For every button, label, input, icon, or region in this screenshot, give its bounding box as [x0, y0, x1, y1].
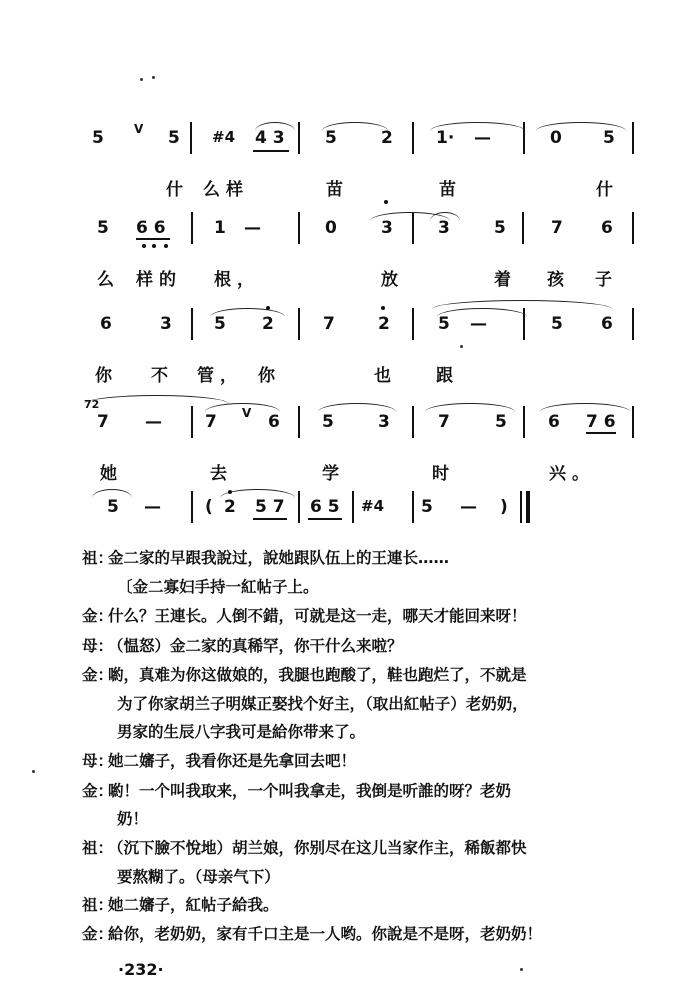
dialogue-text: （沉下臉不悅地）胡兰娘，你别尽在这儿当家作主，稀飯都快	[108, 839, 527, 857]
slur	[255, 122, 295, 131]
score-note: 5	[603, 128, 615, 148]
bar-line	[412, 308, 414, 340]
lyric-syllable: 兴。	[549, 464, 595, 484]
speaker-label: 母：	[82, 752, 114, 770]
dialogue-line	[117, 807, 148, 829]
score-note: —	[144, 497, 161, 517]
lyric-syllable: 样的	[136, 270, 182, 290]
lyric-syllable: 也	[374, 366, 397, 386]
dialogue-text: 〔金二寡妇手持一紅帖子上。	[117, 578, 319, 596]
score-note: —	[474, 128, 491, 148]
score-note: 6	[601, 218, 613, 238]
score-note: 5	[92, 128, 104, 148]
lyric-syllable: 她	[100, 464, 123, 484]
score-note: 5	[168, 128, 180, 148]
score-note: 7	[551, 218, 563, 238]
dialogue-line	[82, 836, 527, 858]
dialogue-text: 喲！一个叫我取来，一个叫我拿走，我倒是听誰的呀？老奶	[108, 782, 512, 800]
dialogue-text: 什么？王連长。人倒不錯，可就是这一走，哪天才能回来呀！	[108, 607, 527, 625]
octave-dot	[228, 490, 232, 494]
score-note: 3	[381, 218, 393, 238]
slur	[430, 122, 525, 131]
score-note: 5	[438, 314, 450, 334]
speaker-label: 祖：	[82, 549, 114, 567]
bar-line	[352, 491, 354, 523]
lyric-syllable: 放	[381, 270, 404, 290]
bar-line	[190, 122, 192, 154]
speaker-label: 金：	[82, 666, 114, 684]
score-note: 5	[421, 497, 433, 517]
score-note: #4	[212, 128, 236, 146]
score-note: —	[460, 497, 477, 517]
score-note: 2	[378, 314, 390, 334]
dialogue-line	[82, 604, 527, 626]
score-note: 5	[322, 412, 334, 432]
dialogue-text: 喲，真难为你这做娘的，我腿也跑酸了，鞋也跑烂了，不就是	[108, 666, 527, 684]
score-note: 6	[601, 314, 613, 334]
bar-line	[632, 212, 634, 244]
beam-line	[308, 518, 342, 520]
bar-line	[191, 212, 193, 244]
score-note: 5	[107, 497, 119, 517]
bar-line	[298, 308, 300, 340]
score-note: 3	[160, 314, 172, 334]
bar-line	[632, 406, 634, 438]
dialogue-line	[82, 546, 449, 568]
score-note: 7	[205, 412, 217, 432]
octave-dot	[152, 244, 156, 248]
beam-line	[586, 432, 616, 434]
speaker-label: 金：	[82, 782, 114, 800]
lyric-syllable: 时	[432, 464, 455, 484]
score-note: 6 5	[310, 497, 340, 517]
dialogue-line	[82, 893, 279, 915]
slur	[432, 300, 612, 309]
octave-dot	[266, 306, 270, 310]
slur	[430, 212, 460, 221]
bar-line	[523, 122, 525, 154]
slur	[437, 308, 527, 317]
bar-line	[298, 212, 300, 244]
score-note: 6	[268, 412, 280, 432]
bar-line	[191, 308, 193, 340]
lyric-syllable: 不	[151, 366, 174, 386]
bar-line	[632, 308, 634, 340]
lyric-syllable: 么	[97, 270, 120, 290]
dialogue-line	[82, 634, 403, 656]
score-note: 5	[325, 128, 337, 148]
dialogue-text: 为了你家胡兰子明媒正娶找个好主，（取出紅帖子）老奶奶，	[117, 695, 528, 713]
score-note: (	[205, 497, 213, 517]
dialogue-text: 她二嬸子，紅帖子給我。	[108, 896, 279, 914]
lyric-syllable: 么样	[203, 180, 249, 200]
score-note: 6	[100, 314, 112, 334]
page-number: ·232·	[118, 960, 164, 979]
speaker-label: 金：	[82, 607, 114, 625]
score-note: 5	[97, 218, 109, 238]
octave-dot	[164, 244, 168, 248]
score-note: 2	[262, 314, 274, 334]
print-speck	[520, 968, 523, 971]
print-speck	[152, 76, 155, 79]
dialogue-line	[117, 720, 365, 742]
score-note: 5	[494, 218, 506, 238]
score-note: —	[244, 218, 261, 238]
print-speck	[140, 78, 143, 81]
dialogue-text: 要熬糊了。（母亲气下）	[117, 868, 280, 886]
lyric-syllable: 子	[595, 270, 618, 290]
lyric-syllable: 什	[166, 180, 189, 200]
print-speck	[32, 770, 35, 773]
dialogue-text: （愠怒）金二家的真稀罕，你干什么来啦？	[108, 637, 403, 655]
beam-line	[253, 150, 289, 152]
octave-dot	[384, 200, 388, 204]
score-note: V	[242, 406, 252, 420]
score-note: 1·	[436, 128, 455, 148]
slur	[318, 403, 396, 412]
bar-line	[191, 491, 193, 523]
lyric-syllable: 跟	[436, 366, 459, 386]
dialogue-text: 給你，老奶奶，家有千口主是一人哟。你說是不是呀，老奶奶！	[108, 925, 543, 943]
dialogue-text: 奶！	[117, 810, 149, 828]
final-bar-line	[520, 491, 522, 523]
slur	[92, 489, 132, 498]
dialogue-text: 她二嬸子，我看你还是先拿回去吧！	[108, 752, 357, 770]
speaker-label: 金：	[82, 925, 114, 943]
lyric-syllable: 苗	[439, 180, 462, 200]
bar-line	[632, 122, 634, 154]
score-note: —	[145, 412, 162, 432]
score-note: #4	[361, 497, 385, 515]
lyric-syllable: 根，	[214, 270, 260, 290]
score-note: 5 7	[255, 497, 285, 517]
lyric-syllable: 你	[95, 366, 118, 386]
score-note: 5	[495, 412, 507, 432]
dialogue-line	[117, 575, 319, 597]
lyric-syllable: 去	[210, 464, 233, 484]
print-speck	[460, 345, 463, 348]
dialogue-text: 金二家的早跟我說过，說她跟队伍上的王連长……	[108, 549, 450, 567]
score-note: V	[134, 122, 144, 136]
bar-line	[412, 122, 414, 154]
lyric-syllable: 你	[258, 366, 281, 386]
score-note: 3	[438, 218, 450, 238]
slur	[84, 395, 229, 404]
slur	[536, 122, 626, 131]
score-note: 2	[224, 497, 236, 517]
score-note: —	[470, 314, 487, 334]
score-note: 6 6	[136, 218, 166, 238]
bar-line	[298, 406, 300, 438]
bar-line	[523, 406, 525, 438]
slur	[210, 308, 285, 317]
slur	[425, 403, 515, 412]
dialogue-line	[82, 663, 527, 685]
bar-line	[191, 406, 193, 438]
final-bar-line-thick	[526, 491, 530, 523]
score-note: 5	[214, 314, 226, 334]
beam-line	[253, 518, 287, 520]
bar-line	[412, 406, 414, 438]
dialogue-line	[82, 922, 542, 944]
octave-dot	[142, 244, 146, 248]
score-note: 0	[550, 128, 562, 148]
beam-line	[136, 238, 170, 240]
dialogue-line	[82, 749, 356, 771]
lyric-syllable: 孩	[547, 270, 570, 290]
bar-line	[522, 212, 524, 244]
lyric-syllable: 着	[494, 270, 517, 290]
octave-dot	[381, 306, 385, 310]
bar-line	[412, 491, 414, 523]
lyric-syllable: 什	[596, 180, 619, 200]
score-note: 5	[551, 314, 563, 334]
bar-line	[298, 491, 300, 523]
score-note: 2	[381, 128, 393, 148]
speaker-label: 祖：	[82, 896, 114, 914]
score-note: 1	[214, 218, 226, 238]
score-note: 7	[438, 412, 450, 432]
speaker-label: 母：	[82, 637, 114, 655]
score-note: 6	[548, 412, 560, 432]
score-note: )	[500, 497, 508, 517]
dialogue-line	[117, 692, 528, 714]
score-note: 7 6	[586, 412, 616, 432]
dialogue-text: 男家的生辰八字我可是給你带来了。	[117, 723, 366, 741]
score-note: 4 3	[255, 128, 285, 148]
score-note: 7	[97, 412, 109, 432]
score-note: 3	[378, 412, 390, 432]
lyric-syllable: 苗	[326, 180, 349, 200]
lyric-syllable: 管，	[197, 366, 243, 386]
speaker-label: 祖：	[82, 839, 114, 857]
slur	[322, 122, 388, 131]
dialogue-line	[117, 865, 280, 887]
tempo-mark: 72	[84, 398, 100, 411]
slur	[205, 403, 280, 412]
slur	[540, 403, 630, 412]
score-note: 0	[325, 218, 337, 238]
dialogue-line	[82, 779, 511, 801]
score-note: 7	[323, 314, 335, 334]
bar-line	[298, 122, 300, 154]
lyric-syllable: 学	[322, 464, 345, 484]
